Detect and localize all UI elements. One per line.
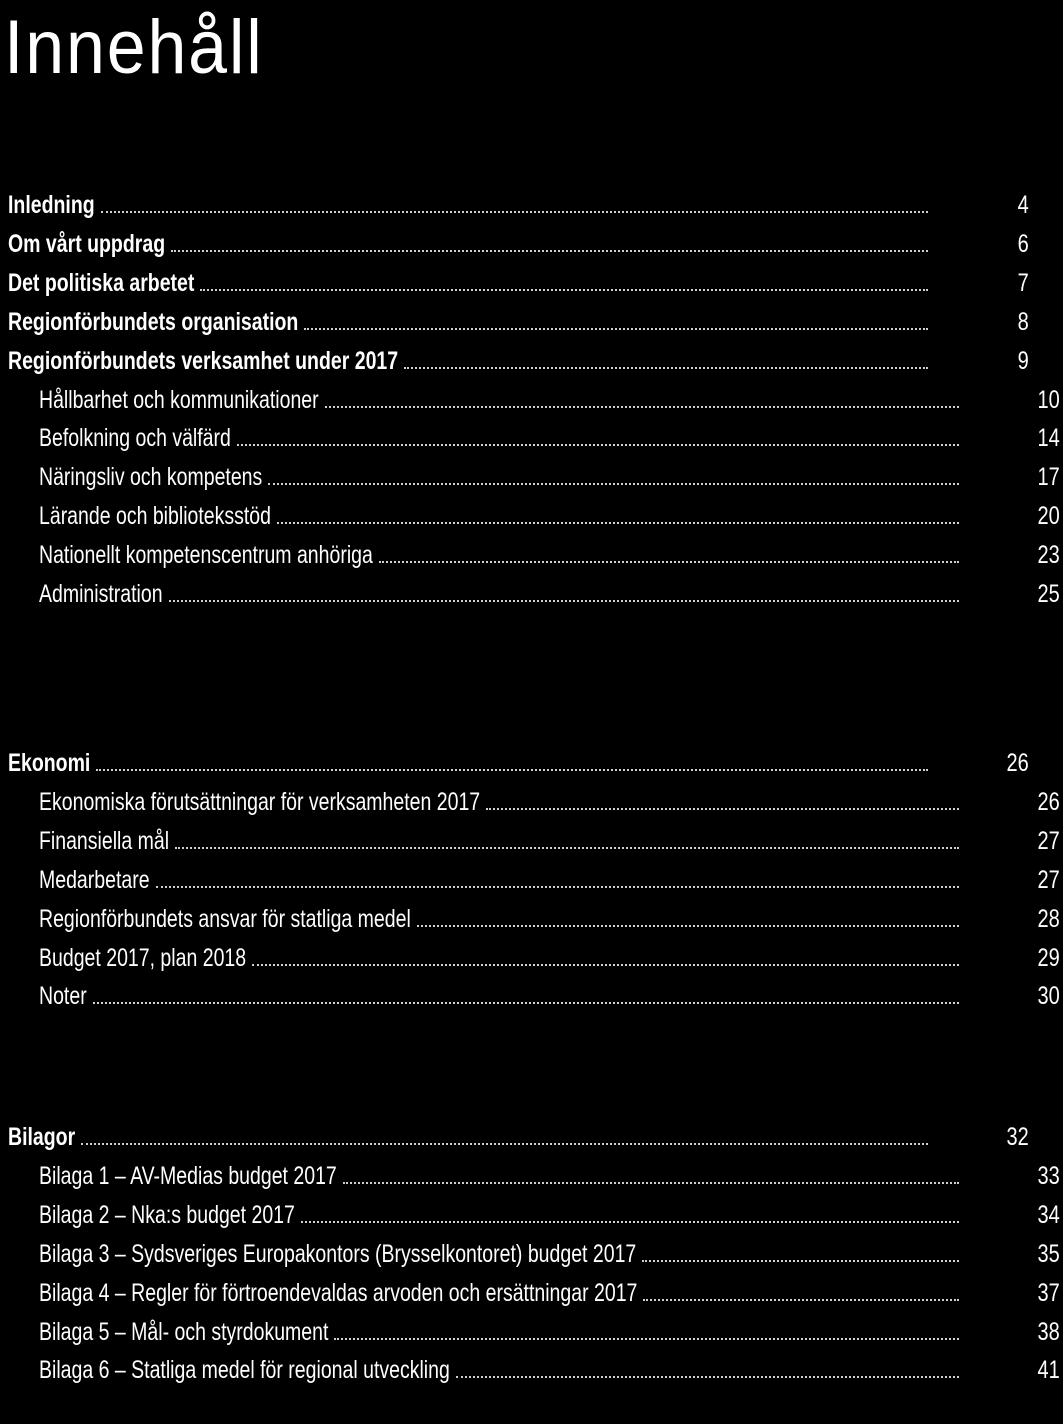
toc-page-number: 17	[1037, 463, 1060, 492]
toc-entry-label: Regionförbundets ansvar för statliga medel	[39, 904, 411, 933]
toc-page-number: 30	[1037, 982, 1060, 1011]
toc-section-entry[interactable]	[0, 178, 1032, 218]
toc-page-number: 32	[1006, 1123, 1029, 1151]
toc-section-entry[interactable]	[0, 334, 1032, 374]
toc-dot-leader	[301, 1221, 959, 1223]
toc-entry-label: Ekonomiska förutsättningar för verksamheten 2017	[39, 787, 481, 816]
toc-entry-label: Finansiella mål	[39, 826, 170, 855]
toc-dot-leader	[252, 964, 959, 966]
toc-page-number: 25	[1037, 580, 1060, 608]
toc-dot-leader	[277, 522, 959, 524]
toc-entry-label: Administration	[39, 580, 163, 608]
toc-section-entry[interactable]	[0, 256, 1032, 296]
toc-dot-leader	[268, 483, 959, 485]
toc-entry-label: Befolkning och välfärd	[39, 424, 231, 453]
toc-entry-label-box	[39, 1200, 295, 1229]
toc-page-number: 37	[1037, 1278, 1060, 1307]
toc-entry-label-box	[39, 582, 163, 607]
toc-page-number: 27	[1037, 865, 1060, 894]
toc-subsection-entry[interactable]	[0, 411, 1063, 451]
toc-dot-leader	[643, 1299, 959, 1301]
toc-subsection-entry[interactable]	[0, 892, 1063, 932]
toc-entry-label-box	[8, 307, 299, 336]
toc-subsection-entry[interactable]	[0, 1305, 1063, 1345]
toc-page-number: 8	[1017, 307, 1029, 336]
toc-subsection-entry[interactable]	[0, 528, 1063, 568]
toc-entry-label: Bilaga 2 – Nka:s budget 2017	[39, 1200, 295, 1229]
toc-dot-leader	[175, 847, 959, 849]
toc-section-entry[interactable]	[0, 736, 1032, 776]
toc-entry-label-box	[39, 1317, 329, 1346]
toc-entry-label: Näringsliv och kompetens	[39, 463, 263, 492]
toc-dot-leader	[334, 1338, 959, 1340]
toc-dot-leader	[343, 1182, 959, 1184]
toc-page-number: 6	[1017, 229, 1029, 258]
toc-entry-label: Bilaga 3 – Sydsveriges Europakontors (Brysselkontoret) budget 2017	[39, 1239, 637, 1268]
toc-subsection-entry[interactable]	[0, 969, 1063, 1009]
toc-page-number: 28	[1037, 904, 1060, 933]
toc-dot-leader	[237, 444, 959, 446]
toc-subsection-entry[interactable]	[0, 1343, 1063, 1383]
toc-page-number: 29	[1037, 943, 1060, 972]
toc-entry-label: Bilaga 4 – Regler för förtroendevaldas arvoden och ersättningar 2017	[39, 1278, 638, 1307]
toc-dot-leader	[200, 289, 928, 291]
toc-subsection-entry[interactable]	[0, 1227, 1063, 1267]
toc-entry-label-box	[39, 1358, 450, 1383]
toc-page-number: 9	[1017, 346, 1029, 375]
toc-page-number: 38	[1037, 1317, 1060, 1346]
toc-dot-leader	[325, 406, 959, 408]
toc-page-number: 20	[1037, 502, 1060, 531]
toc-entry-label-box	[8, 1125, 75, 1150]
toc-dot-leader	[456, 1376, 959, 1378]
toc-entry-label-box	[8, 268, 195, 297]
toc-entry-label: Om vårt uppdrag	[8, 229, 166, 258]
toc-entry-label: Bilaga 1 – AV-Medias budget 2017	[39, 1161, 337, 1190]
toc-entry-label: Lärande och biblioteksstöd	[39, 502, 272, 531]
toc-entry-label-box	[39, 504, 271, 529]
toc-section-entry[interactable]	[0, 295, 1032, 335]
toc-entry-label: Det politiska arbetet	[8, 268, 195, 297]
page-title: Innehåll	[4, 5, 264, 90]
toc-entry-label-box	[39, 543, 373, 568]
toc-entry-label-box	[39, 1161, 337, 1190]
toc-entry-label: Bilagor	[8, 1123, 76, 1151]
toc-subsection-entry[interactable]	[0, 775, 1063, 815]
toc-page-number: 35	[1037, 1239, 1060, 1268]
toc-page-number: 23	[1037, 541, 1060, 570]
toc-subsection-entry[interactable]	[0, 373, 1063, 413]
toc-entry-label: Bilaga 5 – Mål- och styrdokument	[39, 1317, 329, 1346]
toc-subsection-entry[interactable]	[0, 450, 1063, 490]
toc-subsection-entry[interactable]	[0, 853, 1063, 893]
toc-entry-label-box	[8, 346, 399, 375]
toc-dot-leader	[93, 1002, 959, 1004]
toc-page-number: 7	[1017, 268, 1029, 297]
toc-entry-label-box	[39, 943, 247, 972]
toc-dot-leader	[642, 1260, 959, 1262]
toc-page-number: 4	[1017, 191, 1029, 219]
toc-page-number: 27	[1037, 826, 1060, 855]
toc-entry-label: Noter	[39, 982, 87, 1011]
toc-entry-label: Bilaga 6 – Statliga medel för regional utveckling	[39, 1356, 450, 1385]
toc-section-entry[interactable]	[0, 1110, 1032, 1150]
toc-dot-leader	[156, 886, 959, 888]
toc-dot-leader	[169, 600, 959, 602]
toc-entry-label-box	[8, 751, 90, 776]
toc-entry-label: Nationellt kompetenscentrum anhöriga	[39, 541, 373, 570]
toc-entry-label: Inledning	[8, 191, 95, 219]
toc-subsection-entry[interactable]	[0, 814, 1063, 854]
toc-subsection-entry[interactable]	[0, 1266, 1063, 1306]
toc-entry-label-box	[39, 865, 150, 894]
toc-subsection-entry[interactable]	[0, 489, 1063, 529]
toc-entry-label-box	[39, 1239, 637, 1268]
toc-dot-leader	[379, 561, 959, 563]
toc-page-number: 14	[1037, 424, 1060, 453]
toc-dot-leader	[101, 211, 928, 213]
toc-dot-leader	[486, 808, 959, 810]
toc-entry-label-box	[39, 426, 231, 451]
toc-page-number: 26	[1006, 749, 1029, 777]
toc-entry-label: Hållbarhet och kommunikationer	[39, 385, 319, 414]
toc-entry-label-box	[39, 904, 411, 933]
toc-entry-label-box	[39, 465, 262, 490]
toc-entry-label: Medarbetare	[39, 865, 150, 894]
toc-entry-label-box	[39, 984, 87, 1009]
toc-dot-leader	[96, 769, 928, 771]
toc-entry-label: Regionförbundets organisation	[8, 307, 299, 336]
toc-page-number: 41	[1037, 1356, 1060, 1385]
toc-page-number: 26	[1037, 787, 1060, 816]
toc-entry-label-box	[39, 1278, 638, 1307]
toc-subsection-entry[interactable]	[0, 1188, 1063, 1228]
toc-entry-label-box	[8, 229, 166, 258]
toc-entry-label: Budget 2017, plan 2018	[39, 943, 247, 972]
toc-entry-label: Ekonomi	[8, 749, 91, 777]
toc-subsection-entry[interactable]	[0, 1149, 1063, 1189]
toc-page-number: 10	[1037, 385, 1060, 414]
toc-entry-label-box	[39, 826, 170, 855]
toc-entry-label-box	[39, 787, 481, 816]
toc-subsection-entry[interactable]	[0, 931, 1063, 971]
toc-entry-label-box	[39, 385, 319, 414]
toc-dot-leader	[417, 925, 959, 927]
toc-section-entry[interactable]	[0, 217, 1032, 257]
toc-dot-leader	[81, 1143, 928, 1145]
toc-page-number: 33	[1037, 1161, 1060, 1190]
toc-page-number: 34	[1037, 1200, 1060, 1229]
toc-dot-leader	[171, 250, 928, 252]
toc-subsection-entry[interactable]	[0, 567, 1063, 607]
toc-entry-label: Regionförbundets verksamhet under 2017	[8, 346, 399, 375]
toc-entry-label-box	[8, 193, 95, 218]
toc-dot-leader	[304, 328, 928, 330]
toc-dot-leader	[404, 367, 928, 369]
